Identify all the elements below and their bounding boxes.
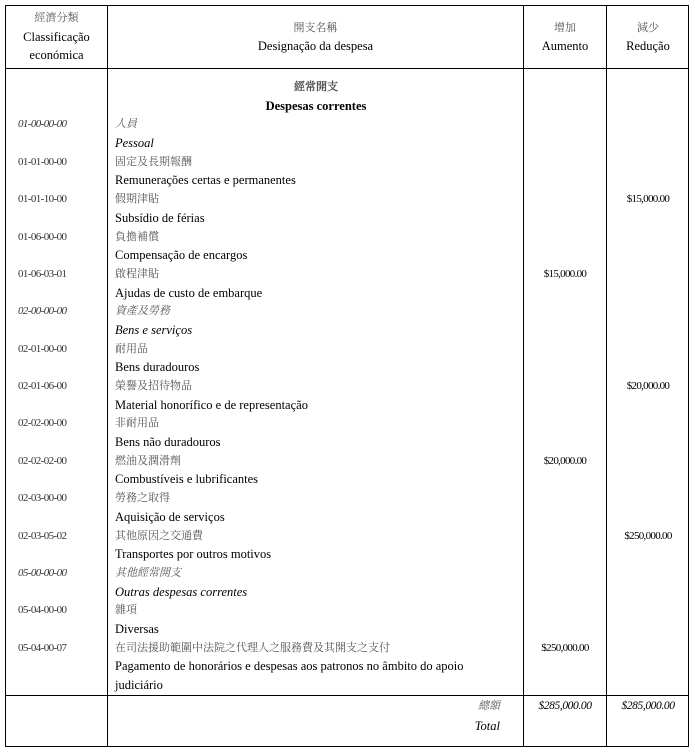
table-row — [6, 265, 688, 284]
economic-code: 02-02-00-00 — [18, 417, 67, 430]
header-aumento-pt: Aumento — [541, 39, 589, 53]
designation-pt: Compensação de encargos — [115, 248, 248, 263]
header-designacao-pt: Designação da despesa — [257, 39, 374, 53]
table-row — [6, 302, 688, 321]
table-row — [6, 489, 688, 508]
designation-pt: Material honorífico e de representação — [115, 397, 308, 412]
designation-pt: Combustíveis e lubrificantes — [115, 472, 259, 487]
designation-pt: Pagamento de honorários e despesas aos patronos no âmbito do apoio — [115, 659, 464, 674]
total-label-pt: Total — [474, 719, 500, 733]
designation-zh: 假期津貼 — [115, 192, 159, 206]
economic-code: 01-06-00-00 — [18, 230, 67, 243]
designation-pt: Remunerações certas e permanentes — [115, 173, 296, 188]
designation-pt: Bens duradouros — [115, 360, 200, 375]
economic-code: 02-03-05-02 — [18, 529, 67, 542]
aumento-value: $250,000.00 — [541, 641, 589, 654]
designation-zh: 資產及勞務 — [115, 304, 170, 318]
designation-pt: Bens e serviços — [115, 322, 193, 337]
header-aumento-zh: 增加 — [554, 20, 576, 34]
reducao-value: $20,000.00 — [626, 380, 670, 392]
designation-zh: 其他原因之交通費 — [115, 528, 203, 542]
table-row-pt — [6, 171, 688, 190]
table-row-pt — [6, 676, 688, 695]
designation-pt: Outras despesas correntes — [115, 584, 248, 599]
header-designacao — [108, 6, 523, 68]
header-classificacao-pt2: económica — [29, 48, 84, 63]
header-reducao — [607, 6, 689, 68]
designation-pt: judiciário — [115, 678, 163, 692]
table-row — [6, 340, 688, 359]
total-aumento: $285,000.00 — [538, 700, 592, 712]
designation-zh: 榮譽及招待物品 — [115, 379, 192, 392]
total-reducao: $285,000.00 — [621, 700, 675, 712]
economic-code: 02-01-00-00 — [18, 342, 67, 355]
designation-pt: Pessoal — [115, 136, 154, 151]
budget-table — [5, 5, 689, 747]
header-classificacao-zh: 經濟分類 — [34, 11, 79, 25]
header-reducao-zh: 減少 — [637, 20, 659, 34]
table-row — [6, 414, 688, 433]
total-label-zh: 總額 — [478, 699, 500, 712]
table-row-pt — [6, 321, 688, 340]
table-row-pt — [6, 470, 688, 489]
table-row-pt — [6, 508, 688, 527]
table-row — [6, 527, 688, 546]
header-classificacao — [6, 6, 107, 68]
designation-pt: Aquisição de serviços — [115, 509, 225, 524]
table-row-pt — [6, 358, 688, 377]
section-title-pt: Despesas correntes — [265, 98, 367, 113]
economic-code: 05-04-00-07 — [18, 641, 67, 654]
designation-zh: 雜項 — [115, 603, 137, 617]
economic-code: 02-03-00-00 — [18, 492, 67, 505]
table-row — [6, 115, 688, 134]
aumento-value: $20,000.00 — [543, 454, 587, 467]
section-title-zh: 經常開支 — [294, 80, 338, 93]
economic-code: 05-00-00-00 — [18, 566, 67, 579]
table-row-pt — [6, 545, 688, 564]
table-body — [6, 78, 688, 695]
designation-zh: 非耐用品 — [115, 416, 159, 430]
economic-code: 01-01-00-00 — [18, 155, 67, 168]
aumento-value: $15,000.00 — [543, 267, 587, 280]
designation-zh: 固定及長期報酬 — [115, 154, 192, 168]
table-row-pt — [6, 583, 688, 602]
header-reducao-pt: Redução — [626, 39, 670, 53]
table-row-pt — [6, 396, 688, 415]
table-row-pt — [6, 657, 688, 676]
reducao-value: $250,000.00 — [624, 529, 672, 542]
table-row — [6, 377, 688, 396]
table-row — [6, 564, 688, 583]
economic-code: 02-02-02-00 — [18, 454, 67, 467]
table-row — [6, 153, 688, 172]
economic-code: 01-01-10-00 — [18, 193, 67, 206]
economic-code: 05-04-00-00 — [18, 604, 67, 617]
table-row — [6, 639, 688, 658]
table-row-pt — [6, 134, 688, 153]
designation-zh: 人員 — [115, 117, 137, 131]
designation-zh: 勞務之取得 — [115, 491, 170, 505]
header-designacao-zh: 開支名稱 — [293, 20, 338, 34]
header-classificacao-pt: Classificação — [23, 29, 90, 44]
table-row — [6, 601, 688, 620]
table-row — [6, 228, 688, 247]
reducao-value: $15,000.00 — [626, 193, 670, 206]
designation-pt: Bens não duradouros — [115, 435, 221, 450]
table-row-pt — [6, 620, 688, 639]
designation-zh: 耐用品 — [115, 341, 148, 355]
table-row-pt — [6, 209, 688, 228]
economic-code: 01-06-03-01 — [18, 267, 67, 280]
header-aumento — [524, 6, 606, 68]
table-row — [6, 190, 688, 209]
header-divider — [6, 68, 688, 69]
economic-code: 02-01-06-00 — [18, 380, 67, 392]
designation-pt: Subsídio de férias — [115, 210, 205, 225]
total-label — [108, 696, 500, 748]
table-row-pt — [6, 433, 688, 452]
table-row — [6, 452, 688, 471]
designation-pt: Diversas — [115, 621, 159, 636]
designation-zh: 其他經常開支 — [115, 565, 181, 579]
designation-pt: Transportes por outros motivos — [115, 547, 272, 562]
designation-zh: 燃油及潤滑劑 — [115, 453, 181, 467]
designation-zh: 負擔補償 — [115, 229, 159, 243]
table-row-pt — [6, 284, 688, 303]
designation-pt: Ajudas de custo de embarque — [115, 285, 263, 300]
designation-zh: 啟程津貼 — [115, 266, 159, 280]
table-row-pt — [6, 246, 688, 265]
economic-code: 01-00-00-00 — [18, 118, 67, 131]
economic-code: 02-00-00-00 — [18, 305, 67, 318]
designation-zh: 在司法援助範圍中法院之代理人之服務費及其開支之支付 — [115, 640, 390, 654]
